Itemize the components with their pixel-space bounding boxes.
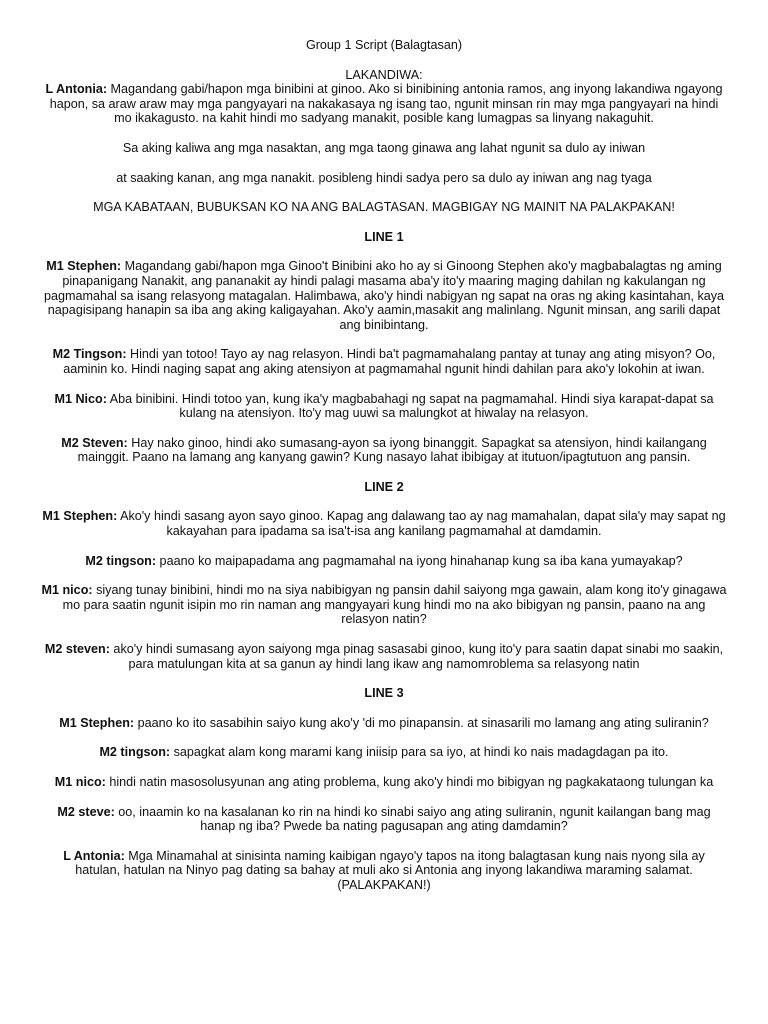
dialogue-text: Aba binibini. Hindi totoo yan, kung ika'y magbabahagi ng sapat na pagmamahal. Hindi siya karapat-dapat sa kulang na atensiyon. Ito'y mag uuwi sa malungkot at hiwalay na relasyon. [106, 391, 714, 421]
speaker-name: L Antonia: [45, 82, 108, 97]
line1-heading: LINE 1 [364, 229, 404, 244]
speaker-name: M1 nico: [41, 583, 93, 598]
dialogue-paragraph [40, 642, 728, 671]
document-title: Group 1 Script (Balagtasan) [305, 38, 463, 52]
speaker-name: M2 Steven: [61, 435, 128, 450]
speaker-name: M2 Tingson: [52, 347, 127, 362]
dialogue-text: hindi natin masosolusyunan ang ating problema, kung ako'y hindi mo bibigyan ng pagkakataong tulungan ka [105, 775, 714, 789]
dialogue-text: paano ko ito sasabihin saiyo kung ako'y 'di mo pinapansin. at sinasarili mo lamang ang ating suliranin? [134, 715, 709, 730]
dialogue-paragraph [40, 716, 728, 731]
dialogue-paragraph [40, 775, 728, 790]
speaker-name: M2 steve: [57, 804, 115, 819]
speaker-name: M2 tingson: [99, 745, 171, 760]
dialogue-text: ako'y hindi sumasang ayon saiyong mga pinag sasasabi ginoo, kung ito'y para saatin dapat sinabi mo saakin, para matulungan kita at sa ganun ay hindi lang ikaw ang namomroblema sa relasyong natin [109, 642, 724, 671]
dialogue-paragraph [40, 509, 728, 538]
speaker-name: M2 tingson: [85, 553, 157, 568]
dialogue-paragraph [40, 436, 728, 465]
dialogue-paragraph [40, 583, 728, 627]
line3-heading: LINE 3 [364, 686, 404, 701]
dialogue-text: Magandang gabi/hapon mga binibini at ginoo. Ako si binibining antonia ramos, ang inyong lakandiwa ngayong hapon, sa araw araw may mga pangyayari na nakakasaya ng isang tao, ngunit minsan rin may mga pangyayari na hindi mo ikakagusto. na kahit hindi mo sadyang manakit, posible kang lumagpas sa linyang nakaguhit. [49, 82, 723, 126]
lakandiwa-heading: LAKANDIWA: [345, 67, 423, 82]
speaker-name: M1 nico: [54, 775, 106, 789]
dialogue-text: Ako'y hindi sasang ayon sayo ginoo. Kapag ang dalawang tao ay nag mamahalan, dapat sila'y may sapat ng kakayahan para ipadama sa isa't-isa ang kanilang pagmamahal at damdamin. [117, 509, 726, 539]
intro-paragraph [40, 82, 728, 126]
dialogue-paragraph [40, 347, 728, 376]
closing-paragraph [40, 849, 728, 893]
dialogue-text: siyang tunay binibini, hindi mo na siya nabibigyan ng pansin dahil saiyong mga gawain, alam kong ito'y ginagawa mo para saatin ngunit isipin mo rin naman ang mangyayari kung hindi mo na ako bibigyan ng pansin, paano na ang relasyon natin? [62, 583, 727, 627]
dialogue-paragraph [40, 554, 728, 569]
dialogue-paragraph [40, 392, 728, 421]
dialogue-text: Hay nako ginoo, hindi ako sumasang-ayon sa iyong binanggit. Sapagkat sa atensiyon, hindi kailangang mainggit. Paano na lamang ang kanyang gawin? Kung nasayo lahat ibibigay at itutuon/ipagtutuon ang pansin. [77, 435, 707, 465]
speaker-name: M1 Stephen: [46, 259, 122, 274]
speaker-name: M2 steven: [44, 642, 110, 657]
narration-opening: MGA KABATAAN, BUBUKSAN KO NA ANG BALAGTASAN. MAGBIGAY NG MAINIT NA PALAKPAKAN! [93, 200, 675, 215]
dialogue-paragraph [40, 745, 728, 760]
dialogue-text: Hindi yan totoo! Tayo ay nag relasyon. Hindi ba't pagmamahalang pantay at tunay ang ating misyon? Oo, aaminin ko. Hindi naging sapat ang aking atensiyon at pagmamahal ngunit hindi dahilan para ako'y lokohin at iwan. [63, 347, 716, 376]
dialogue-text: Mga Minamahal at sinisinta naming kaibigan ngayo'y tapos na itong balagtasan kung nais nyong sila ay hatulan, hatulan na Ninyo pag dating sa bahay at muli ako si Antonia ang inyong lakandiwa maraming salamat. (PALAKPAKAN!) [75, 848, 705, 892]
speaker-name: M1 Nico: [54, 391, 107, 406]
dialogue-text: paano ko maipapadama ang pagmamahal na iyong hinahanap kung sa iba kana yumayakap? [156, 553, 683, 568]
speaker-name: M1 Stephen: [59, 715, 135, 730]
dialogue-paragraph [40, 259, 728, 332]
speaker-name: M1 Stephen: [42, 509, 118, 524]
dialogue-paragraph [40, 805, 728, 834]
narration-left: Sa aking kaliwa ang mga nasaktan, ang mga taong ginawa ang lahat ngunit sa dulo ay iniwan [122, 140, 646, 155]
line2-heading: LINE 2 [364, 479, 404, 494]
dialogue-text: oo, inaamin ko na kasalanan ko rin na hindi ko sinabi saiyo ang ating suliranin, ngunit kailangan bang mag hanap ng iba? Pwede ba nating pagusapan ang ating damdamin? [114, 804, 711, 834]
speaker-name: L Antonia: [63, 848, 125, 863]
dialogue-text: Magandang gabi/hapon mga Ginoo't Binibini ako ho ay si Ginoong Stephen ako'y magbabalagtas ng aming pinapanigang Nanakit, ang pananakit ay hindi palagi masama aba'y ito'y maaring maging dahilan ng kakulangan ng pagmamahal sa isang relasyong matagalan. Halimbawa, ako'y hindi nabigyan ng sapat na oras ng aking kasintahan, kaya napagisipang hanapin sa iba ang aking kaligayahan. Ako'y aamin,masakit ang malinlang. Ngunit minsan, ang sarili dapat ang binibintang. [43, 259, 725, 332]
dialogue-text: sapagkat alam kong marami kang iniisip para sa iyo, at hindi ko nais madagdagan pa ito. [170, 745, 669, 760]
narration-right: at saaking kanan, ang mga nanakit. posibleng hindi sadya pero sa dulo ay iniwan ang nag tyaga [116, 170, 652, 185]
